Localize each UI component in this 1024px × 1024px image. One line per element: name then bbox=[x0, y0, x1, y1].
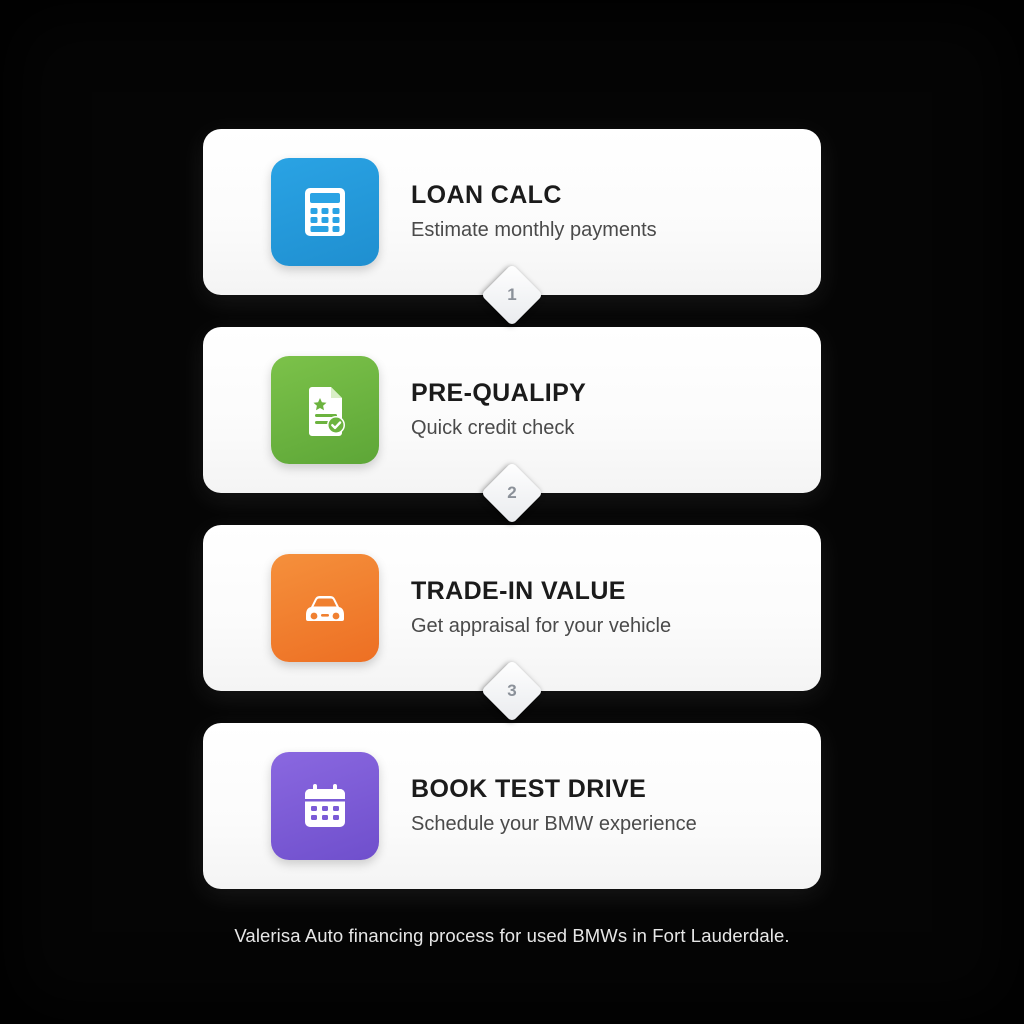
connector-number: 2 bbox=[507, 483, 517, 502]
car-icon bbox=[296, 579, 354, 637]
step-subtitle: Quick credit check bbox=[411, 417, 575, 440]
connector-number: 1 bbox=[507, 285, 517, 304]
car-icon-tile bbox=[271, 554, 379, 662]
step-item[interactable] bbox=[203, 723, 821, 889]
step-title: TRADE-IN VALUE bbox=[411, 576, 626, 605]
step-text bbox=[411, 578, 671, 639]
step-item[interactable] bbox=[203, 525, 821, 700]
step-title: LOAN CALC bbox=[411, 180, 562, 209]
step-title: PRE-QUALIPY bbox=[411, 378, 587, 407]
step-text bbox=[411, 380, 586, 441]
document-check-icon bbox=[296, 381, 354, 439]
calculator-icon-tile bbox=[271, 158, 379, 266]
calendar-icon bbox=[296, 777, 354, 835]
step-subtitle: Estimate monthly payments bbox=[411, 219, 657, 242]
step-item[interactable] bbox=[203, 327, 821, 502]
calendar-icon-tile bbox=[271, 752, 379, 860]
step-connector-3 bbox=[490, 669, 534, 713]
step-connector-1 bbox=[490, 273, 534, 317]
step-connector-2 bbox=[490, 471, 534, 515]
step-subtitle: Get appraisal for your vehicle bbox=[411, 615, 672, 638]
step-subtitle: Schedule your BMW experience bbox=[411, 813, 697, 836]
step-item[interactable] bbox=[203, 129, 821, 304]
step-text bbox=[411, 182, 657, 243]
step-text bbox=[411, 776, 697, 837]
step-card-book-test-drive[interactable] bbox=[203, 723, 821, 889]
step-list bbox=[203, 129, 821, 889]
connector-number: 3 bbox=[507, 681, 517, 700]
step-title: BOOK TEST DRIVE bbox=[411, 774, 647, 803]
caption-text: Valerisa Auto financing process for used BMWs in Fort Lauderdale. bbox=[234, 925, 790, 946]
calculator-icon bbox=[296, 183, 354, 241]
document-check-icon-tile bbox=[271, 356, 379, 464]
